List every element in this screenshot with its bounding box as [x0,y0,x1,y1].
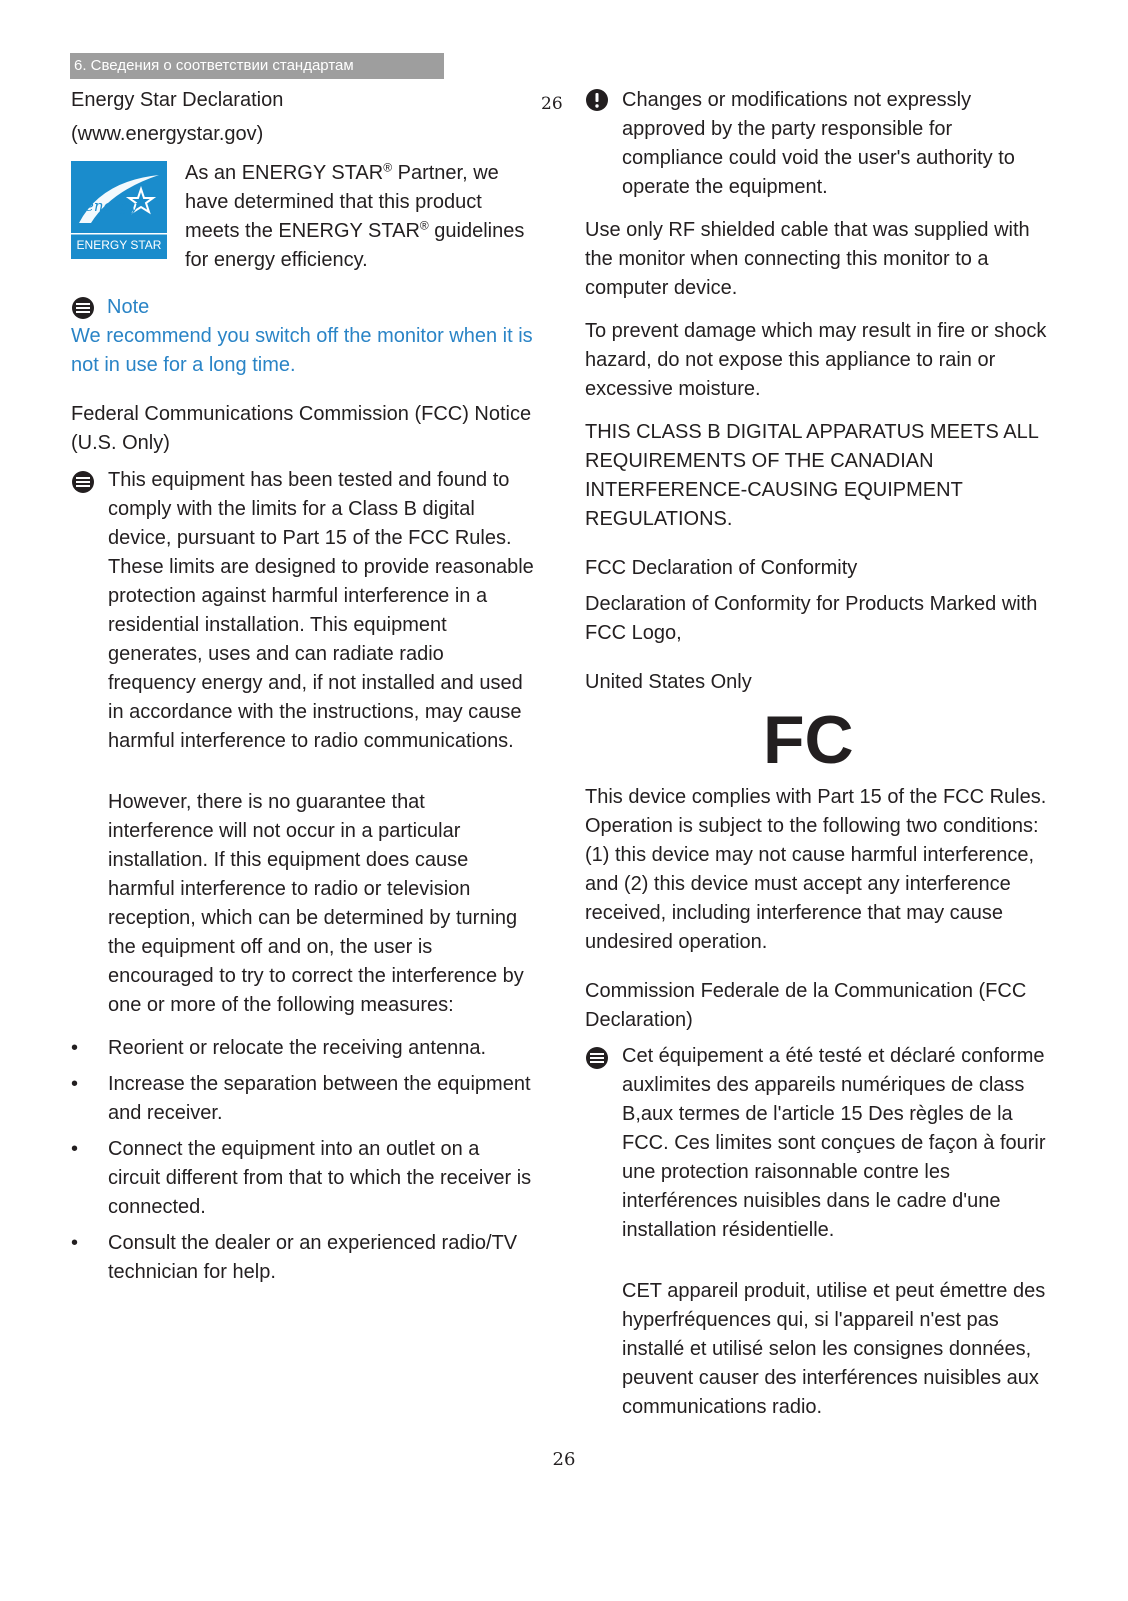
fcc-notice-paragraph-1: This equipment has been tested and found to comply with the limits for a Class B digital device, pursuant to Part 15 of the FCC Rules. These limits are designed to provide reasonable protection against harmful interference in a residential installation. This equipment generates, uses and can radiate radio frequency energy and, if not installed and used in accordance with the instructions, may cause harmful interference to radio communications. [108,469,534,752]
fcc-notice-paragraph-2: However, there is no guarantee that interference will not occur in a particular installation. If this equipment does cause harmful interference to radio or television reception, which can be determined by turning the equipment off and on, the user is encouraged to try to correct the interference by one or more of the following measures: [108,791,524,1016]
energy-logo-label: ENERGY STAR [76,238,162,252]
conformity-text: Declaration of Conformity for Products Marked with FCC Logo, [585,593,1038,644]
fcc-notice-body [71,466,536,1020]
french-paragraph-1: Cet équipement a été testé et déclaré conforme auxlimites des appareils numériques de class B,aux termes de l'article 15 Des règles de la FCC. Ces limites sont conçues de façon à fourir une protection raisonnable contre les interférences nuisibles dans le cadre d'une installation résidentielle. [622,1045,1046,1241]
registered-mark: ® [383,160,393,175]
note-title [71,293,536,322]
french-body [585,1042,1055,1422]
measures-list [71,1034,536,1287]
french-heading: Commission Federale de la Communication (FCC Declaration) [585,980,1027,1031]
damage-warning-text: To prevent damage which may result in fire or shock hazard, do not expose this appliance to rain or excessive moisture. [585,320,1047,400]
section-tab: 6. Сведения о соответствии стандартам [70,53,444,79]
list-item: • Reorient or relocate the receiving antenna. [71,1034,536,1063]
list-item: • Increase the separation between the equipment and receiver. [71,1070,536,1128]
energy-text-part-2: Partner, we have determined that this product meets the ENERGY STAR [185,162,499,242]
warning-block [585,86,1055,202]
note-title-text: Note [107,296,150,318]
energy-star-url: (www.energystar.gov) [71,123,264,145]
left-column [71,86,536,1294]
conformity-heading: FCC Declaration of Conformity [585,557,858,579]
fcc-notice-heading: Federal Communications Commission (FCC) Notice (U.S. Only) [71,403,532,454]
spacer [108,770,536,788]
note-text: We recommend you switch off the monitor when it is not in use for a long time. [71,325,533,376]
fcc-logo-text: FC [763,703,854,769]
fcc-logo-icon [763,703,857,769]
class-b-text: THIS CLASS B DIGITAL APPARATUS MEETS ALL REQUIREMENTS OF THE CANADIAN INTERFERENCE-CAUSING EQUIPMENT REGULATIONS. [585,421,1039,530]
page-marker-top: 26 [541,94,563,114]
note-block [71,293,536,380]
device-compliance-text: This device complies with Part 15 of the FCC Rules. Operation is subject to the following two conditions: (1) this device may not cause harmful interference, and (2) this device must accept any interference received, including interference that may cause undesired operation. [585,786,1047,953]
note-icon [71,296,95,320]
warning-text: Changes or modifications not expressly approved by the party responsible for compliance could void the user's authority to operate the equipment. [622,89,1015,198]
energy-star-statement [185,159,536,275]
rf-cable-text: Use only RF shielded cable that was supplied with the monitor when connecting this monitor to a computer device. [585,219,1030,299]
list-item: • Connect the equipment into an outlet on a circuit different from that to which the receiver is connected. [71,1135,536,1222]
right-column [585,86,1055,1436]
registered-mark: ® [419,218,429,233]
spacer [622,1259,1055,1277]
energy-text-part-1: As an ENERGY STAR [185,162,384,184]
energy-star-block [71,159,536,275]
energy-star-heading: Energy Star Declaration [71,89,284,111]
energy-logo-script: energy [85,197,138,215]
note-icon [71,470,95,494]
us-only-heading: United States Only [585,671,752,693]
page-number: 26 [552,1449,576,1470]
list-item: • Consult the dealer or an experienced radio/TV technician for help. [71,1229,536,1287]
note-icon [585,1046,609,1070]
energy-star-logo-icon [71,161,167,259]
warning-icon [585,88,609,112]
energy-text-part-3: guidelines for energy efficiency. [185,220,525,271]
french-paragraph-2: CET appareil produit, utilise et peut émettre des hyperfréquences qui, si l'appareil n'est pas installé et utilisé selon les consignes données, peuvent causer des interférences nuisibles aux communications radio. [622,1280,1046,1418]
